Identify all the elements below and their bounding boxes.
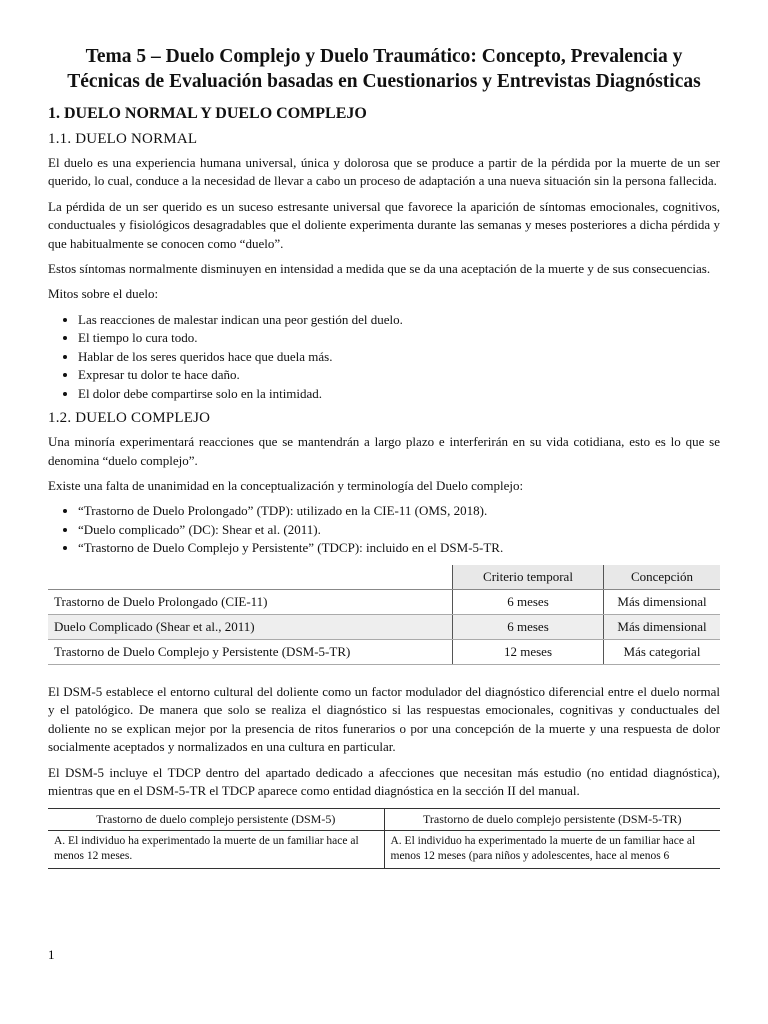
subsection-heading-normal: 1.1. DUELO NORMAL [48,130,198,147]
table-row [48,614,720,639]
table-cell: 6 meses [453,589,604,614]
list-item: • “Trastorno de Duelo Complejo y Persistente” (TDCP): incluido en el DSM-5-TR. [78,539,720,557]
document-title: Tema 5 – Duelo Complejo y Duelo Traumático: Concepto, Prevalencia y Técnicas de Evaluación basadas en Cuestionarios y Entrevistas Diagnósticas [67,46,701,93]
paragraph: La pérdida de un ser querido es un suceso estresante universal que favorece la aparición de síntomas emocionales, cognitivos, conductuales y fisiológicos desagradables que el doliente experimenta durante las semanas y meses posteriores a dicha pérdida y que habitualmente se conocen como “duelo”. [48,198,720,251]
table-cell: Más categorial [604,639,721,664]
table-cell: Duelo Complicado (Shear et al., 2011) [48,614,453,639]
paragraph: Existe una falta de unanimidad en la conceptualización y terminología del Duelo complejo: [48,478,524,494]
table-header-cell: Concepción [604,565,721,590]
paragraph: Estos síntomas normalmente disminuyen en intensidad a medida que se da una aceptación de la muerte y de sus consecuencias. [48,260,711,276]
table-row [48,589,720,614]
table-row [48,830,720,868]
table-cell: Más dimensional [604,614,721,639]
table-cell: 12 meses [453,639,604,664]
list-item: • El tiempo lo cura todo. [78,329,720,347]
table-cell: Más dimensional [604,589,721,614]
mitos-label: Mitos sobre el duelo: [48,286,159,302]
table-cell: 6 meses [453,614,604,639]
table-header-cell: Trastorno de duelo complejo persistente (DSM-5-TR) [384,808,720,830]
page-number: 1 [48,947,55,962]
comparison-table [48,565,720,665]
table-cell: A. El individuo ha experimentado la muerte de un familiar hace al menos 12 meses (para niños y adolescentes, hace al menos 6 [384,830,720,868]
table-cell: A. El individuo ha experimentado la muerte de un familiar hace al menos 12 meses. [48,830,384,868]
list-item: • “Trastorno de Duelo Prolongado” (TDP): utilizado en la CIE-11 (OMS, 2018). [78,502,720,520]
table-cell: Trastorno de Duelo Prolongado (CIE-11) [48,589,453,614]
list-item: • Hablar de los seres queridos hace que duela más. [78,348,720,366]
list-item: • El dolor debe compartirse solo en la intimidad. [78,385,720,403]
section-heading: 1. DUELO NORMAL Y DUELO COMPLEJO [48,104,367,122]
paragraph: El duelo es una experiencia humana universal, única y dolorosa que se produce a partir de la pérdida por la muerte de un ser querido, lo cual, conduce a la necesidad de llevar a cabo un proceso de adaptación a una nueva situación sin la persona fallecida. [48,154,720,189]
list-item: • Expresar tu dolor te hace daño. [78,366,720,384]
list-item: • Las reacciones de malestar indican una peor gestión del duelo. [78,311,720,329]
list-item: • “Duelo complicado” (DC): Shear et al. (2011). [78,521,720,539]
mitos-list [48,311,720,403]
table-header-cell: Criterio temporal [453,565,604,590]
table-header-cell: Trastorno de duelo complejo persistente (DSM-5) [48,808,384,830]
paragraph: El DSM-5 establece el entorno cultural del doliente como un factor modulador del diagnóstico diferencial entre el duelo normal y el patológico. De manera que solo se realiza el diagnóstico si las respuestas emocionales, cognitivas y conductuales del doliente no se explican mejor por la presencia de ritos funerarios o por una concepción de la muerte y una respuesta de dolor socialmente aceptados y normalizados en una cultura en particular. [48,683,720,755]
table-header-row [48,565,720,590]
table-cell: Trastorno de Duelo Complejo y Persistente (DSM-5-TR) [48,639,453,664]
table-header-row [48,808,720,830]
table-row [48,639,720,664]
criteria-table [48,808,720,869]
subsection-heading-complejo: 1.2. DUELO COMPLEJO [48,410,211,427]
paragraph: Una minoría experimentará reacciones que se mantendrán a largo plazo e interferirán en su vida cotidiana, esto es lo que se denomina “duelo complejo”. [48,434,720,468]
terms-list [48,502,720,557]
table-header-cell [48,565,453,590]
paragraph: El DSM-5 incluye el TDCP dentro del apartado dedicado a afecciones que necesitan más estudio (no entidad diagnóstica), mientras que en el DSM-5-TR el TDCP aparece como entidad diagnóstica en la sección II del manual. [48,764,720,799]
